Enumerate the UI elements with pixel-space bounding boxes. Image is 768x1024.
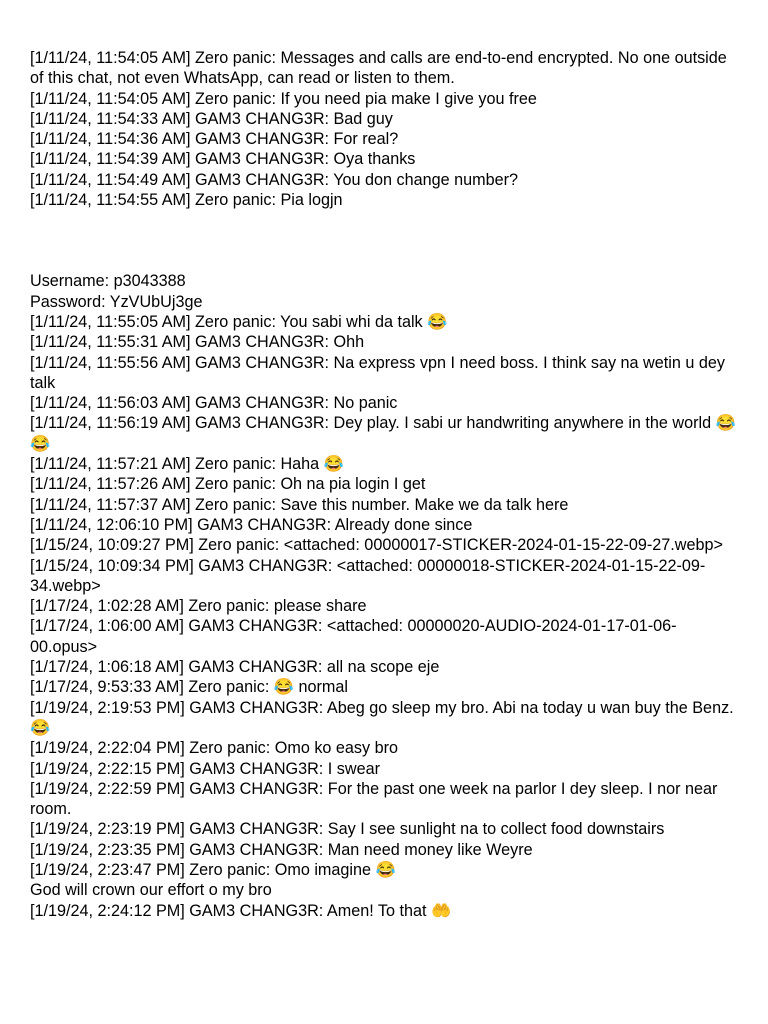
chat-line: [1/11/24, 11:54:05 AM] Zero panic: If you need pia make I give you free: [30, 89, 537, 108]
chat-line: [1/11/24, 11:54:39 AM] GAM3 CHANG3R: Oya thanks: [30, 150, 416, 169]
chat-line: [1/17/24, 1:06:18 AM] GAM3 CHANG3R: all na scope eje: [30, 658, 440, 677]
chat-line: [1/11/24, 11:54:05 AM] Zero panic: Messages and calls are end-to-end encrypted. No one outside of this chat, not even WhatsApp, can read or listen to them.: [30, 49, 732, 88]
blank-gap: [30, 210, 742, 271]
chat-line: [1/15/24, 10:09:27 PM] Zero panic: <attached: 00000017-STICKER-2024-01-15-22-09-27.webp>: [30, 536, 723, 555]
chat-line: [1/17/24, 1:02:28 AM] Zero panic: please share: [30, 597, 367, 616]
chat-line: [1/19/24, 2:23:35 PM] GAM3 CHANG3R: Man need money like Weyre: [30, 840, 533, 859]
chat-line: [1/19/24, 2:22:59 PM] GAM3 CHANG3R: For the past one week na parlor I dey sleep. I nor near room.: [30, 779, 722, 819]
password-line: Password: YzVUbUj3ge: [30, 292, 203, 311]
chat-line: [1/17/24, 9:53:33 AM] Zero panic: 😂 normal: [30, 678, 348, 697]
chat-line: [1/11/24, 11:57:21 AM] Zero panic: Haha 😂: [30, 455, 344, 474]
transcript-section-second: [30, 271, 742, 921]
chat-line: [1/19/24, 2:19:53 PM] GAM3 CHANG3R: Abeg go sleep my bro. Abi na today u wan buy the Benz. 😂: [30, 698, 739, 737]
chat-line: [1/11/24, 11:56:03 AM] GAM3 CHANG3R: No panic: [30, 394, 398, 413]
chat-transcript: [30, 48, 742, 921]
chat-line: [1/19/24, 2:22:15 PM] GAM3 CHANG3R: I swear: [30, 759, 380, 778]
chat-line: [1/17/24, 1:06:00 AM] GAM3 CHANG3R: <attached: 00000020-AUDIO-2024-01-17-01-06-00.opus>: [30, 617, 677, 656]
chat-line: [1/19/24, 2:23:47 PM] Zero panic: Omo imagine 😂: [30, 860, 396, 879]
chat-line: [1/11/24, 11:55:05 AM] Zero panic: You sabi whi da talk 😂: [30, 312, 448, 331]
chat-line: [1/11/24, 11:57:37 AM] Zero panic: Save this number. Make we da talk here: [30, 495, 569, 514]
chat-line: [1/11/24, 11:54:33 AM] GAM3 CHANG3R: Bad guy: [30, 109, 393, 128]
chat-line: [1/19/24, 2:23:19 PM] GAM3 CHANG3R: Say I see sunlight na to collect food downstairs: [30, 820, 665, 839]
chat-line: [1/19/24, 2:24:12 PM] GAM3 CHANG3R: Amen! To that 🤲: [30, 901, 452, 920]
chat-line: [1/11/24, 11:55:31 AM] GAM3 CHANG3R: Ohh: [30, 333, 365, 352]
chat-line: [1/11/24, 11:54:36 AM] GAM3 CHANG3R: For real?: [30, 130, 399, 149]
chat-line: [1/15/24, 10:09:34 PM] GAM3 CHANG3R: <attached: 00000018-STICKER-2024-01-15-22-09-34.webp>: [30, 556, 706, 595]
chat-line: [1/11/24, 11:57:26 AM] Zero panic: Oh na pia login I get: [30, 475, 426, 494]
chat-line: [1/11/24, 12:06:10 PM] GAM3 CHANG3R: Already done since: [30, 515, 473, 534]
chat-line: [1/11/24, 11:55:56 AM] GAM3 CHANG3R: Na express vpn I need boss. I think say na wetin u dey talk: [30, 353, 730, 392]
chat-line: God will crown our effort o my bro: [30, 881, 272, 900]
chat-line: [1/19/24, 2:22:04 PM] Zero panic: Omo ko easy bro: [30, 739, 399, 758]
transcript-section-first: [30, 48, 742, 210]
chat-line: [1/11/24, 11:56:19 AM] GAM3 CHANG3R: Dey play. I sabi ur handwriting anywhere in the world 😂😂: [30, 414, 736, 453]
chat-line: [1/11/24, 11:54:55 AM] Zero panic: Pia logjn: [30, 191, 343, 210]
chat-line: [1/11/24, 11:54:49 AM] GAM3 CHANG3R: You don change number?: [30, 170, 519, 189]
username-line: Username: p3043388: [30, 272, 186, 291]
